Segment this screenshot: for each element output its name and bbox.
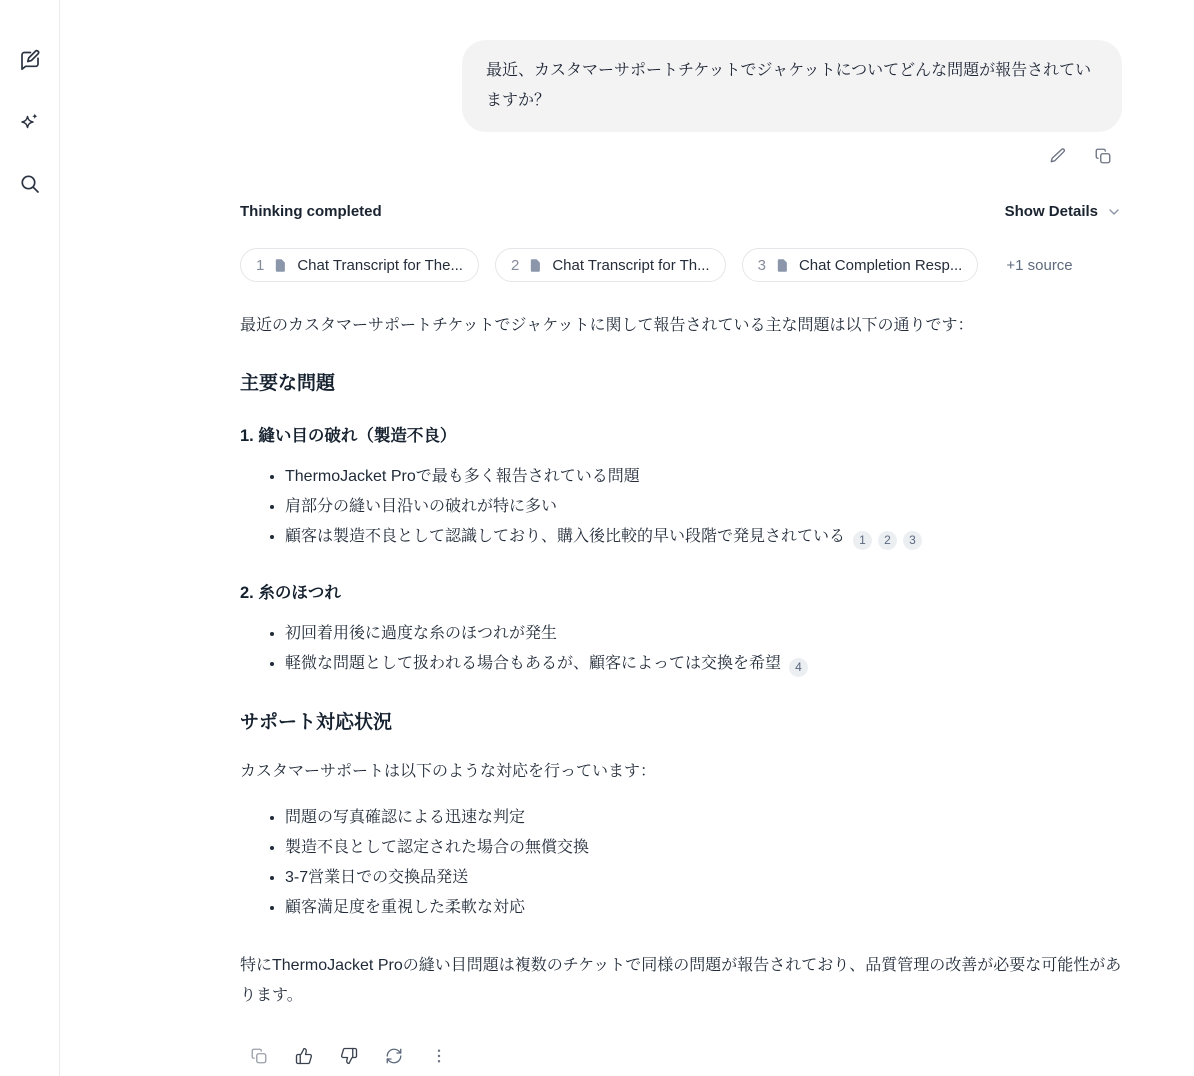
list-item: • 顧客満足度を重視した柔軟な対応 — [285, 893, 1122, 923]
support-list — [240, 803, 1122, 923]
regenerate-button[interactable] — [385, 1047, 403, 1065]
source-title: Chat Transcript for Th... — [552, 256, 710, 274]
seam-tear-list — [240, 462, 1122, 552]
search-icon — [18, 172, 42, 196]
thumbs-up-button[interactable] — [295, 1047, 313, 1065]
answer-intro: 最近のカスタマーサポートチケットでジャケットに関して報告されている主な問題は以下の通りです： — [240, 317, 974, 334]
new-chat-button[interactable] — [12, 42, 48, 78]
source-chip-1[interactable] — [240, 248, 479, 282]
source-number: 3 — [757, 256, 766, 274]
show-details-button[interactable] — [1005, 203, 1122, 220]
document-icon — [528, 258, 543, 273]
chat-thread — [240, 0, 1122, 1076]
list-item: • 製造不良として認定された場合の無償交換 — [285, 833, 1122, 863]
list-item: • 3-7営業日での交換品発送 — [285, 863, 1122, 893]
user-message-row — [240, 40, 1122, 132]
source-number: 2 — [510, 256, 520, 274]
edit-icon[interactable] — [1049, 147, 1067, 165]
heading-thread-fray: 2. 糸のほつれ — [240, 584, 341, 602]
citation-group — [853, 531, 922, 550]
answer-outro: 特にThermoJacket Proの縫い目問題は複数のチケットで同様の問題が報告されており、品質管理の改善が必要な可能性があります。 — [240, 957, 1122, 1004]
citation-badge-3[interactable]: 3 — [903, 531, 922, 550]
thumbs-down-button[interactable] — [340, 1047, 358, 1065]
citation-badge-4[interactable]: 4 — [789, 658, 808, 677]
source-number: 1 — [256, 256, 265, 274]
source-chip-3[interactable] — [742, 248, 979, 282]
citation-badge-1[interactable]: 1 — [853, 531, 872, 550]
heading-seam-tear: 1. 縫い目の破れ（製造不良） — [240, 427, 457, 445]
thinking-status: Thinking completed — [240, 203, 382, 220]
show-details-label: Show Details — [1004, 203, 1098, 220]
user-message-actions — [240, 147, 1122, 165]
list-item-text: 顧客は製造不良として認識しており、購入後比較的早い段階で発見されている — [285, 528, 846, 545]
source-title: Chat Completion Resp... — [798, 256, 963, 274]
thread-fray-list — [240, 619, 1122, 679]
list-item: • 問題の写真確認による迅速な判定 — [285, 803, 1122, 833]
more-options-button[interactable] — [430, 1047, 448, 1065]
document-icon — [273, 258, 288, 273]
source-title: Chat Transcript for The... — [297, 256, 463, 274]
search-button[interactable] — [12, 166, 48, 202]
sidebar — [0, 0, 60, 1076]
document-icon — [775, 258, 790, 273]
list-item: • 肩部分の縫い目沿いの破れが特に多い — [285, 492, 1122, 522]
sparkle-icon — [18, 110, 42, 134]
support-intro: カスタマーサポートは以下のような対応を行っています： — [240, 763, 657, 780]
copy-icon[interactable] — [1094, 147, 1112, 165]
source-chip-2[interactable] — [495, 248, 726, 282]
heading-main-issues: 主要な問題 — [240, 373, 336, 394]
copy-response-button[interactable] — [250, 1047, 268, 1065]
citation-group — [789, 658, 808, 677]
list-item — [285, 522, 1122, 552]
assistant-response — [240, 282, 1122, 1011]
chevron-down-icon — [1106, 204, 1122, 220]
sources-row — [240, 248, 1122, 282]
assistant-button[interactable] — [12, 104, 48, 140]
list-item — [285, 649, 1122, 679]
thinking-row — [240, 203, 1122, 220]
list-item: • ThermoJacket Proで最も多く報告されている問題 — [285, 462, 1122, 492]
list-item: • 初回着用後に過度な糸のほつれが発生 — [285, 619, 1122, 649]
user-message-bubble: 最近、カスタマーサポートチケットでジャケットについてどんな問題が報告されていますか？ — [462, 40, 1122, 132]
heading-support-status: サポート対応状況 — [240, 712, 393, 733]
citation-badge-2[interactable]: 2 — [878, 531, 897, 550]
compose-icon — [18, 48, 42, 72]
more-sources-link[interactable]: +1 source — [1006, 256, 1073, 274]
list-item-text: 軽微な問題として扱われる場合もあるが、顧客によっては交換を希望 — [285, 655, 782, 672]
response-actions — [240, 1047, 1122, 1065]
